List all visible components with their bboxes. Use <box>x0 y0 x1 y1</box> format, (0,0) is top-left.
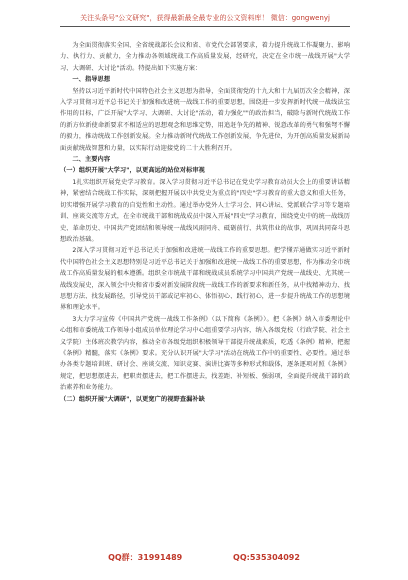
section-heading-main-content: 二、主要内容 <box>72 156 111 164</box>
section-heading-guiding-ideology: 一、指导思想 <box>72 76 111 84</box>
item-3-paragraph: 3大力学习宣传《中国共产党统一战线工作条例》（以下简称《条例》）。把《条例》纳入市委理论中心组和市委统战工作领导小组成员单位理论学习中心组重要学习内容，纳入各级党校（行政学院、社会主义学院）主体班次教学内容，推动全市各级党组织积极领导干部提升统战素质，吃透《条例》精神，把握《条例》精髓，落实《条例》要求。充分认识开展"大学习"活动在统战工作中的重要性、必要性。通过举办各类专题培训班、研讨会、座谈交流、知识竞赛、演讲比赛等多种形式和载体，逐条逐项对照《条例》规定，把思想摆进去，把职责摆进去，把工作摆进去，找差距、补短板、强弱项，全面提升统战干部的政治素养和业务能力。 <box>60 315 350 392</box>
intro-paragraph: 为全面贯彻落实全国、全省统战部长会议和省、市党代会部署要求，着力提升统战工作凝聚力、影响力、执行力、贡献力，全力推动各领域统战工作高质量发展，经研究，决定在全市统一战线开展"大学习、大调研、大讨论"活动。特提出如下实施方案： <box>60 42 350 72</box>
footer-qq-group: QQ群：31991489 <box>108 553 183 562</box>
header-divider <box>60 26 350 27</box>
guiding-ideology-paragraph: 坚持以习近平新时代中国特色社会主义思想为指导，全面贯彻党的十九大和十九届历次全会精神，深入学习贯彻习近平总书记关于加强和改进统一战线工作的重要思想，围绕进一步发挥新时代统一战线法宝作用的目标，广泛开展"大学习、大调研、大讨论"活动，着力强化""的政治担当，破除与新时代统战工作的新方位新使命新要求不相适应的思想观念和思维定势，用追赶争先的精神、锐意改革的勇气和强弩不懈的毅力，推动统战工作创新发展。全力推动新时代统战工作创新发展，争先进位，为开创高质量发展新局面贡献统战智慧和力量，以实际行动迎接党的二十大胜利召开。 <box>60 87 350 152</box>
header-banner[interactable]: 关注头条号"公文研究"，获得最新最全最专业的公文资料库！ 微信：gongwenyj <box>80 14 330 22</box>
subheading-big-research: （二）组织开展"大调研"，以更宽广的视野查漏补缺 <box>60 395 205 403</box>
item-2-paragraph: 2深入学习贯彻习近平总书记关于加强和改进统一战线工作的重要思想。把学懂弄通做实习近平新时代中国特色社会主义思想特别是习近平总书记关于加强和改进统一战线工作的重要思想，作为推动全市统战工作高质量发展的根本遵循。组织全市统战干部和统战成员系统学习中国共产党统一战线史、尤其统一战线发展史，深入领会中央和省市委对新发展阶段统一战线工作的新要求和新任务，从中找精神动力、找思想方法、找发展路径，引导党员干部或记牢初心、体悟初心、践行初心，进一步提升统战工作的思想境界和理论水平。 <box>60 247 350 312</box>
footer-contact <box>0 552 408 563</box>
subheading-big-study: （一）组织开展"大学习"，以更高远的站位对标审视 <box>60 167 205 175</box>
item-1-paragraph: 1扎实组织开展党史学习教育。深入学习贯彻习近平总书记在党史学习教育动员大会上的重要讲话精神，紧密结合统战工作实际，深刻把握开展以中共党史为重点的"四史"学习教育的重大意义和重大任务，切实增强开展学习教育的自觉性和主动性。通过举办党外人士学习会、同心讲坛、党派联合学习等专题培训、座谈交流等方式，在全市统战干部和统战成员中深入开展"四史"学习教育，围绕党史中的统一战线历史、革命历史、中国共产党团结和领导统一战线风雨同舟、砥砺前行、共筑伟业的故事，巩固共同奋斗思想政治基础。 <box>60 178 350 243</box>
document-body <box>60 40 350 405</box>
footer-qq: QQ:535304092 <box>233 553 300 562</box>
